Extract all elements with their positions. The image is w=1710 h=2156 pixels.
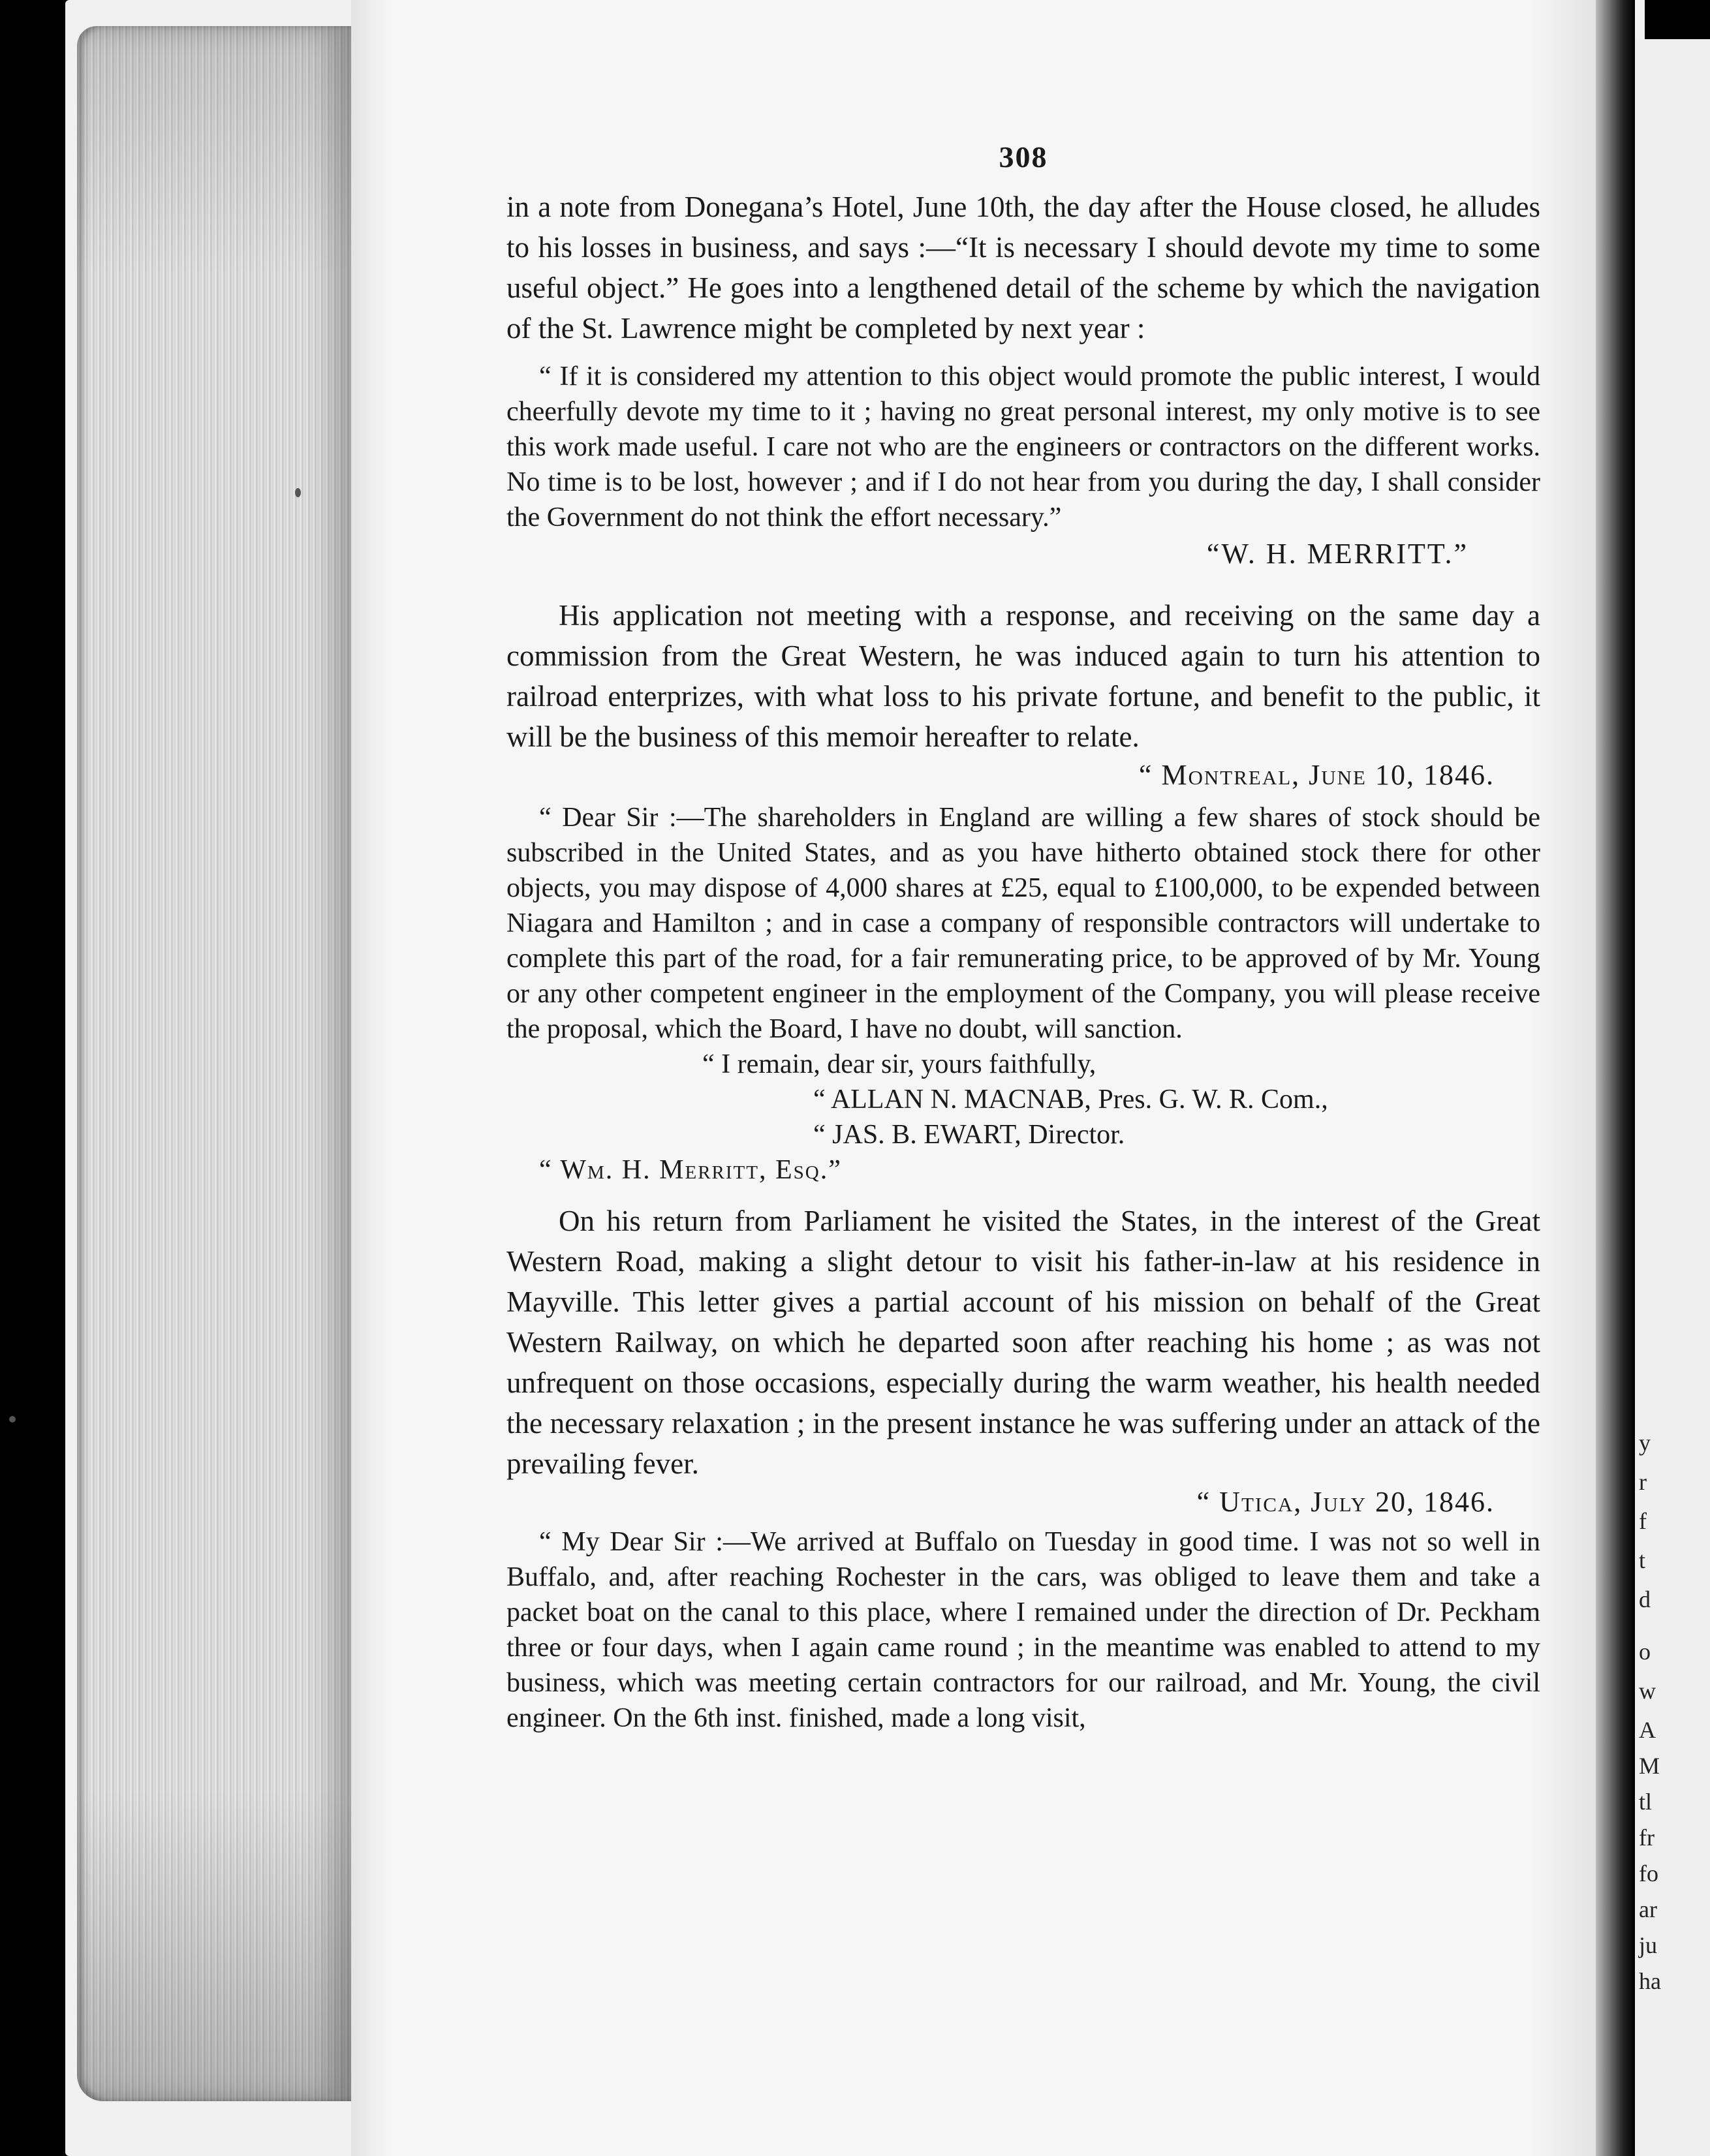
letter-1-signer-macnab: “ ALLAN N. MACNAB, Pres. G. W. R. Com., [813, 1085, 1328, 1115]
ink-speck [9, 1416, 16, 1423]
letter-2-body: “ My Dear Sir :—We arrived at Buffalo on Tuesday in good time. I was not so well in Buffalo, and, after reaching Rochester in the cars, was obliged to leave them and take a packet boat on the canal to this place, where I remained under the direction of Dr. Peckham three or four days, when I again came round ; in the meantime was enabled to attend to my business, which was meeting certain contractors for our railroad, and Mr. Young, the civil engineer. On the 6th inst. finished, made a long visit, [506, 1527, 1540, 1733]
letter-1-addressee: “ Wm. H. Merritt, Esq.” [539, 1155, 842, 1185]
next-page-fragment: M [1639, 1753, 1660, 1779]
letter-2-dateline: “ Utica, July 20, 1846. [1196, 1486, 1495, 1518]
page-edges-shade [77, 26, 351, 2101]
letter-1-closing-block [506, 1047, 1540, 1188]
page-gutter [1596, 0, 1635, 2156]
next-page-fragment: o [1639, 1639, 1651, 1665]
next-page-fragment: ar [1639, 1896, 1657, 1922]
next-page-fragment: fo [1639, 1860, 1658, 1886]
next-page-fragment: y [1639, 1430, 1651, 1456]
next-page-fragment: t [1639, 1547, 1646, 1573]
next-page-fragment: r [1639, 1469, 1647, 1495]
next-page-fragment: A [1639, 1717, 1656, 1743]
page-number: 308 [999, 140, 1048, 174]
letter-1-body: “ Dear Sir :—The shareholders in England are willing a few shares of stock should be subscribed in the United States, and as you have hitherto obtained stock there for other objects, you may dispose of 4,000 shares at £25, equal to £100,000, to be expended between Niagara and Hamilton ; and in case a company of responsible contractors will undertake to complete this part of the road, for a fair remunerating price, to be approved of by Mr. Young or any other competent engineer in the employment of the Company, you will please receive the proposal, which the Board, I have no doubt, will sanction. [506, 803, 1540, 1044]
letter-1-closing: “ I remain, dear sir, yours faithfully, [702, 1049, 1096, 1079]
next-page-fragment: ju [1639, 1932, 1658, 1958]
next-page-fragment: fr [1639, 1825, 1655, 1851]
next-page-fragment: ha [1639, 1968, 1661, 1994]
next-page-fragment: f [1639, 1508, 1647, 1534]
page-text [506, 137, 1540, 1736]
next-page-fragment: w [1639, 1678, 1656, 1704]
letter-1-signer-ewart: “ JAS. B. EWART, Director. [813, 1120, 1125, 1150]
paragraph-2: His application not meeting with a response, and receiving on the same day a commission from the Great Western, he was induced again to turn his attention to railroad enterprizes, with what loss to his private fortune, and benefit to the public, it will be the business of this memoir hereafter to relate. [506, 599, 1540, 753]
next-page-fragment: tl [1639, 1789, 1653, 1815]
next-page-edge [1635, 39, 1710, 2156]
merritt-quote: “ If it is considered my attention to this object would promote the public interest, I would cheerfully devote my time to it ; having no great personal interest, my only motive is to see this work made useful. I care not who are the engineers or contractors on the different works. No time is to be lost, however ; and if I do not hear from you during the day, I shall consider the Government do not think the effort necessary.” [506, 362, 1540, 532]
letter-1-dateline: “ Montreal, June 10, 1846. [1138, 759, 1495, 791]
next-page-fragment: d [1639, 1586, 1651, 1612]
paragraph-3: On his return from Parliament he visited the States, in the interest of the Great Western Road, making a slight detour to visit his father-in-law at his residence in Mayville. This letter gives a partial account of his mission on behalf of the Great Western Railway, on which he departed soon after reaching his home ; as was not unfrequent on those occasions, especially during the warm weather, his health needed the necessary relaxation ; in the present instance he was suffering under an attack of the prevailing fever. [506, 1205, 1540, 1480]
paragraph-1: in a note from Donegana’s Hotel, June 10th, the day after the House closed, he alludes to his losses in business, and says :—“It is necessary I should devote my time to some useful object.” He goes into a lengthened detail of the scheme by which the navigation of the St. Lawrence might be completed by next year : [506, 191, 1540, 345]
merritt-signature: “W. H. MERRITT.” [1206, 538, 1469, 570]
ink-speck [295, 488, 301, 497]
